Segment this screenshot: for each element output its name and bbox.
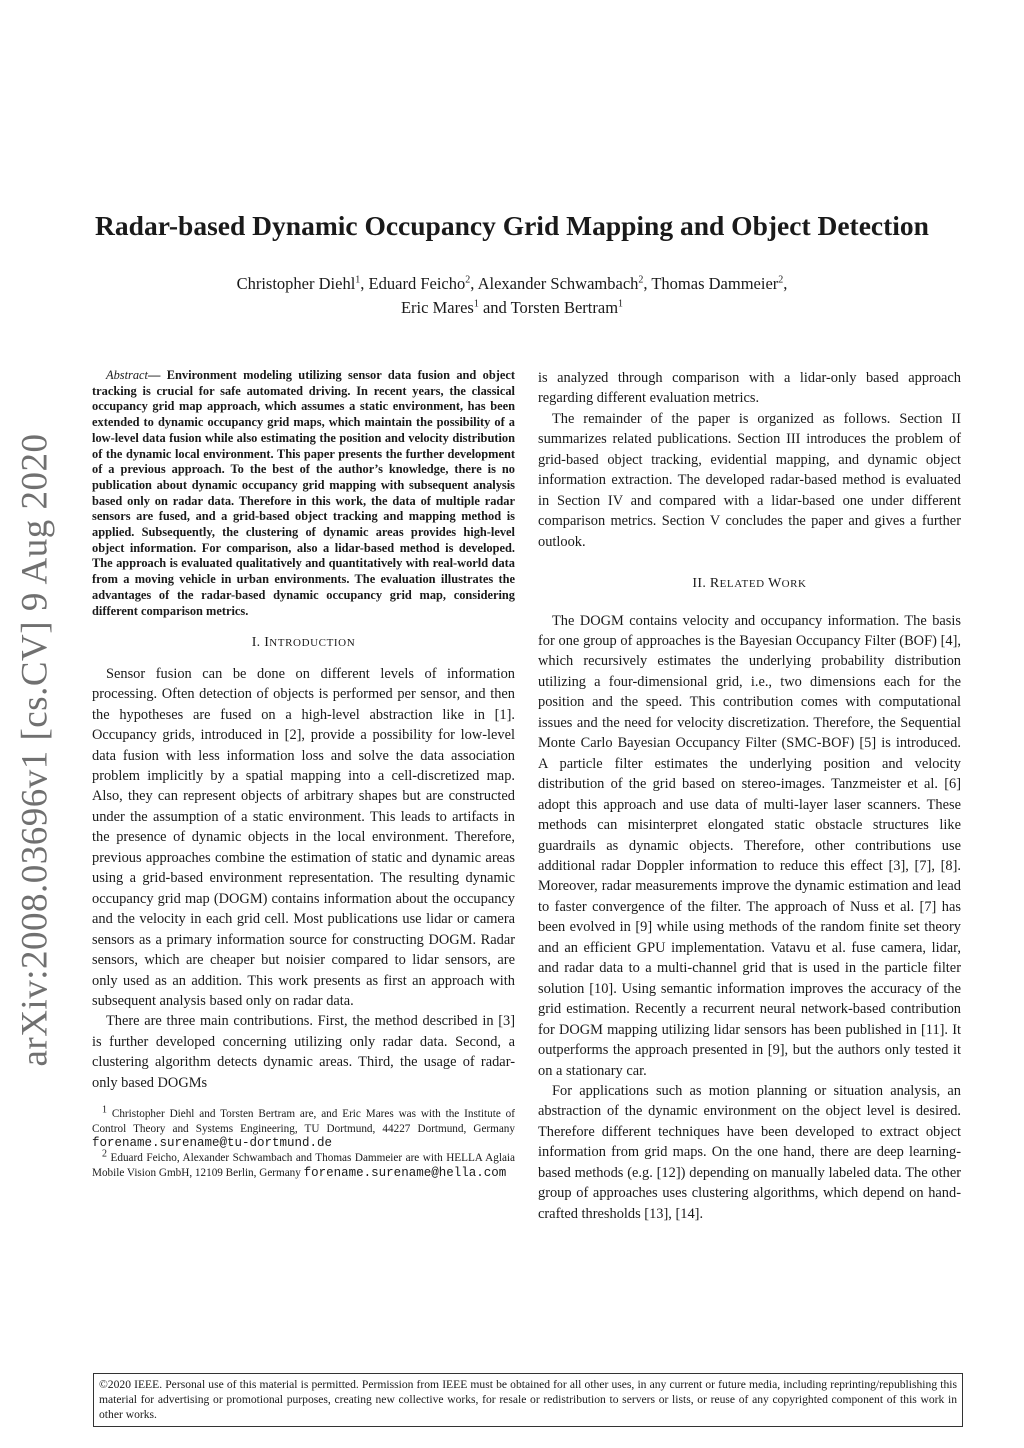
abstract: Abstract— Environment modeling utilizing sensor data fusion and object tracking is crucial for safe automated driving. In recent years, the classical occupancy grid map approach, which assumes a static environment, has been extended to dynamic occupancy grid maps, which maintain the possibility of a low-level data fusion while also estimating the position and velocity distribution of the dynamic local environment. This paper presents the further development of a previous approach. To the best of the author’s knowledge, there is no publication about dynamic occupancy grid mapping with subsequent analysis based only on radar data. Therefore in this work, the data of multiple radar sensors are fused, and a grid-based object tracking and mapping method is applied. Subsequently, the clustering of dynamic areas provides high-level object information. For comparison, also a lidar-based method is developed. The approach is evaluated qualitatively and quantitatively with real-world data from a moving vehicle in urban environments. The evaluation illustrates the advantages of the radar-based dynamic occupancy grid map, considering different comparison metrics. [92, 368, 515, 618]
footnote-2: $^2$ Eduard Feicho, Alexander Schwambach and Thomas Dammeier are with HELLA Aglaia Mobile Vision GmbH, 12109 Berlin, Germany forename.surename@hella.com [92, 1148, 515, 1180]
paragraph: Sensor fusion can be done on different levels of information processing. Often detection of objects is performed per sensor, and then the hypotheses are fused on a high-level abstraction like in [1]. Occupancy grids, introduced in [2], provide a possibility for low-level data fusion with less information loss and solve the data association problem implicitly by a spatial mapping into a cell-discretized map. Also, they can represent objects of arbitrary shapes but are constructed under the assumption of a static environment. This leads to artifacts in the presence of dynamic objects in the local environment. Therefore, previous approaches combine the estimation of static and dynamic areas using a grid-based environment representation. The resulting dynamic occupancy grid map (DOGM) contains information about the occupancy and the velocity in each grid cell. Most publications use lidar or camera sensors as a primary information source for constructing DOGM. Radar sensors, which are cheaper but noisier compared to lidar sensors, are only used as an addition. This work presents as first an approach with subsequent analysis based only on radar data. [92, 665, 515, 1009]
author-name: Eric Mares [400, 298, 474, 317]
author-name: and Torsten Bertram [478, 298, 619, 317]
paragraph: The DOGM contains velocity and occupancy information. The basis for one group of approaches is the Bayesian Occupancy Filter (BOF) [4], which recursively estimates the underlying probability distribution utilizing a four-dimensional grid, i.e., two dimensions each for the position and the speed. This contribution comes with computational issues and the need for velocity discretization. Therefore, the Sequential Monte Carlo Bayesian Occupancy Filter (SMC-BOF) [5] is introduced. A particle filter estimates the underlying position and velocity distribution of the grid based on stereo-images. Tanzmeister et al. [6] adopt this approach and use data of multi-layer laser scanners. These methods can misinterpret elongated static obstacle structures like guardrails as dynamic objects. Therefore, other contributions use additional radar Doppler information to reduce this effect [3], [7], [8]. Moreover, radar measurements improve the dynamic estimation and lead to faster convergence of the filter. The approach of Nuss et al. [7] has been evolved in [9] while using methods of the random finite set theory and an efficient GPU implementation. Vatavu et al. fuse camera, lidar, and radar data to a multi-channel grid that is used in the particle filter solution [10]. Using semantic information improves the accuracy of the grid estimation. Recently a recurrent neural network-based contribution for DOGM mapping utilizing lidar sensors has been published in [11]. It outperforms the approach presented in [9], but the authors only tested it on a stationary car. [538, 612, 961, 1079]
affiliation-mark: 1 [355, 274, 361, 286]
email-address: forename.surename@tu-dortmund.de [92, 1136, 333, 1151]
paragraph: For applications such as motion planning or situation analysis, an abstraction of the dynamic environment on the object level is desired. Therefore different techniques have been developed to extract object information from grid maps. On the one hand, there are deep learning-based methods (e.g. [12]) depending on manually labeled data. The other group of approaches uses clustering algorithms, which depend on hand-crafted thresholds [13], [14]. [538, 1082, 961, 1222]
section-heading-related-work: II. RELATED WORK [692, 576, 807, 592]
footnote-1: $^1$ Christopher Diehl and Torsten Bertram are, and Eric Mares was with the Institute of Control Theory and Systems Engineering, TU Dortmund, 44227 Dortmund, Germany forename.surename@tu-dortmund.de [92, 1104, 515, 1151]
paragraph: The remainder of the paper is organized as follows. Section II summarizes related publications. Section III introduces the problem of grid-based object tracking, evidential mapping, and dynamic object information extraction. The developed radar-based method is evaluated in Section IV and compared with a lidar-based one under different comparison metrics. Section V concludes the paper and gives a further outlook. [538, 410, 961, 550]
author-name: Thomas Dammeier [651, 274, 779, 293]
email-address: forename.surename@hella.com [303, 1165, 507, 1180]
arxiv-identifier: arXiv:2008.03696v1 [cs.CV] 9 Aug 2020 [14, 433, 56, 1067]
paragraph: is analyzed through comparison with a lidar-only based approach regarding different evaluation metrics. [538, 370, 961, 407]
author-list [0, 272, 1024, 320]
left-column [92, 368, 515, 1180]
paper-title: Radar-based Dynamic Occupancy Grid Mapping and Object Detection [95, 210, 929, 241]
right-column [538, 368, 961, 1224]
affiliation-mark: 1 [473, 298, 479, 310]
copyright-notice: ©2020 IEEE. Personal use of this material is permitted. Permission from IEEE must be obtained for all other uses, in any current or future media, including reprinting/republishing this material for advertising or promotional purposes, creating new collective works, for resale or redistribution to servers or lists, or reuse of any copyrighted component of this work in other works. [93, 1373, 963, 1427]
affiliation-mark: 2 [638, 274, 644, 286]
affiliation-mark: 2 [778, 274, 784, 286]
affiliation-mark: 1 [618, 298, 624, 310]
paragraph: There are three main contributions. First, the method described in [3] is further developed concerning utilizing only radar data. Second, a clustering algorithm detects dynamic areas. Third, the usage of radar-only based DOGMs [92, 1013, 515, 1091]
section-heading-introduction: I. INTRODUCTION [251, 635, 356, 651]
abstract-text: Environment modeling utilizing sensor data fusion and object tracking is crucial for safe automated driving. In recent years, the classical occupancy grid map approach, which assumes a static environment, has been extended to dynamic occupancy grid maps, which maintain the possibility of a low-level data fusion while also estimating the position and velocity distribution of the dynamic local environment. This paper presents the further development of a previous approach. To the best of the author’s knowledge, there is no publication about dynamic occupancy grid mapping with subsequent analysis based only on radar data. Therefore in this work, the data of multiple radar sensors are fused, and a grid-based object tracking and mapping method is applied. Subsequently, the clustering of dynamic areas provides high-level object information. For comparison, also a lidar-based method is developed. The approach is evaluated qualitatively and quantitatively with real-world data from a moving vehicle in urban environments. The evaluation illustrates the advantages of the radar-based dynamic occupancy grid map, considering different comparison metrics. [92, 368, 515, 618]
author-name: Eduard Feicho [368, 274, 466, 293]
author-line-1: Christopher Diehl$^1$, Eduard Feicho$^2$, Alexander Schwambach$^2$, Thomas Dammeier$^2$, [236, 274, 788, 293]
author-line-2 [0, 296, 1024, 320]
author-name: Alexander Schwambach [477, 274, 639, 293]
abstract-label: Abstract [106, 368, 148, 382]
footnotes [92, 1104, 515, 1180]
affiliation-mark: 2 [465, 274, 471, 286]
arxiv-stamp [5, 433, 65, 1067]
author-name: Christopher Diehl [236, 274, 356, 293]
